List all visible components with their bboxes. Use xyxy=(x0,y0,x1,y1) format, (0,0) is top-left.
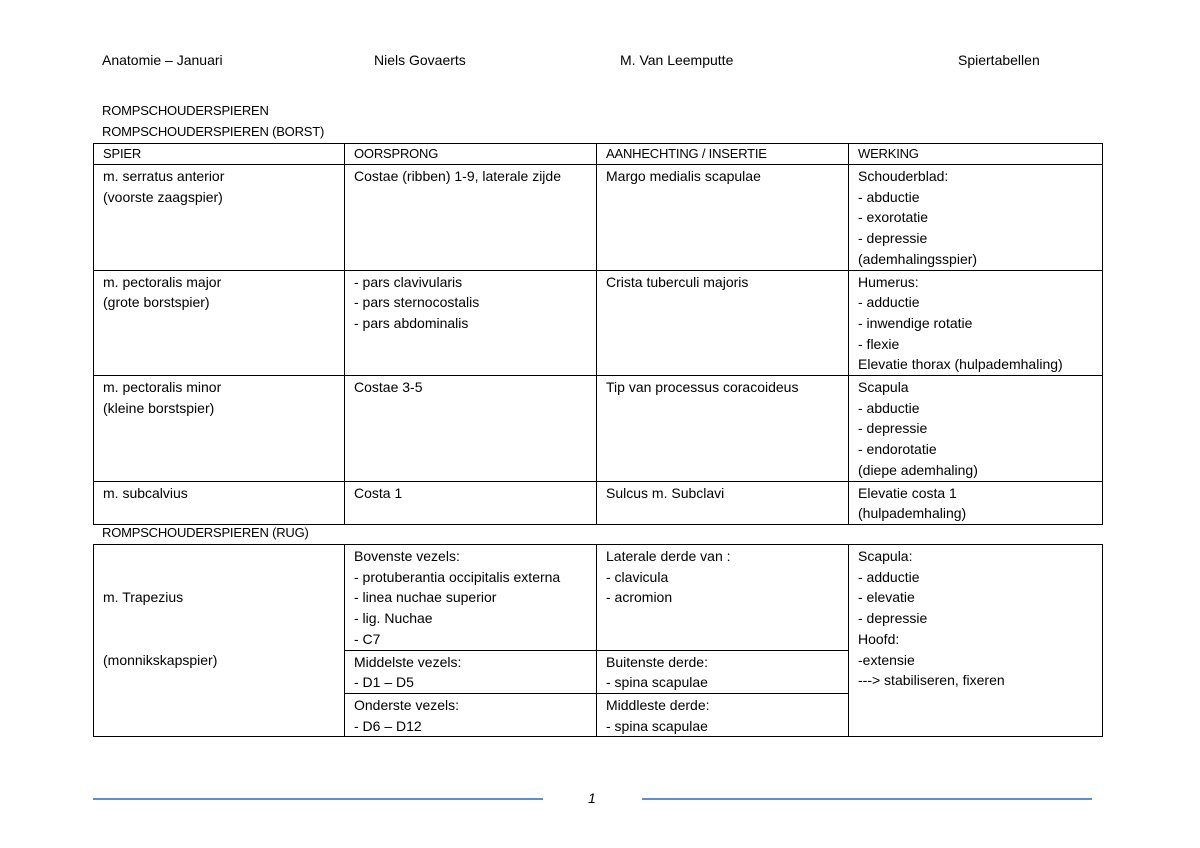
oorsprong-cell xyxy=(345,165,597,271)
cell-line: (voorste zaagspier) xyxy=(103,188,223,205)
cell-line: -extensie xyxy=(858,651,915,668)
werking-cell xyxy=(849,376,1103,482)
cell-line: - exorotatie xyxy=(858,209,929,226)
cell-line: - pars abdominalis xyxy=(354,314,469,331)
cell-line: - protuberantia occipitalis externa xyxy=(354,568,561,585)
cell-line: Margo medialis scapulae xyxy=(606,168,761,184)
table-row xyxy=(94,481,1103,524)
aanhechting-cell xyxy=(597,270,849,376)
aanhechting-cell xyxy=(597,165,849,271)
cell-line: m. serratus anterior xyxy=(103,168,225,184)
table-row xyxy=(94,270,1103,376)
aanhechting-cell xyxy=(597,481,849,524)
oorsprong-cell xyxy=(345,693,597,736)
werking-cell xyxy=(849,481,1103,524)
rug-section-title: ROMPSCHOUDERSPIEREN (RUG) xyxy=(102,525,309,540)
borst-table xyxy=(93,143,1103,525)
section-title: ROMPSCHOUDERSPIEREN xyxy=(102,103,269,118)
rug-table xyxy=(93,544,1103,737)
cell-line: (hulpademhaling) xyxy=(858,505,967,522)
oorsprong-cell xyxy=(345,270,597,376)
column-header: WERKING xyxy=(849,144,1103,165)
cell-line: - adductie xyxy=(858,294,920,311)
table-row xyxy=(94,545,1103,651)
cell-line: - pars sternocostalis xyxy=(354,294,480,311)
spier-cell xyxy=(94,481,345,524)
header-course: Anatomie – Januari xyxy=(102,52,223,68)
cell-line: - spina scapulae xyxy=(606,674,708,691)
table-row xyxy=(94,165,1103,271)
cell-line: Bovenste vezels: xyxy=(354,548,460,564)
borst-section-title: ROMPSCHOUDERSPIEREN (BORST) xyxy=(102,124,325,139)
cell-line: Crista tuberculi majoris xyxy=(606,273,749,290)
cell-line: - elevatie xyxy=(858,589,915,606)
aanhechting-cell xyxy=(597,545,849,651)
cell-line: - lig. Nuchae xyxy=(354,610,433,627)
header-teacher: M. Van Leemputte xyxy=(620,52,734,68)
cell-line: - pars clavivularis xyxy=(354,273,463,290)
cell-line: - endorotatie xyxy=(858,441,937,458)
column-header: AANHECHTING / INSERTIE xyxy=(597,144,849,165)
cell-line: Elevatie thorax (hulpademhaling) xyxy=(858,356,1063,373)
oorsprong-cell xyxy=(345,545,597,651)
spier-cell xyxy=(94,545,345,737)
oorsprong-cell xyxy=(345,650,597,693)
cell-line: Laterale derde van : xyxy=(606,548,731,564)
borst-header-row xyxy=(94,144,1103,165)
cell-line: Buitenste derde: xyxy=(606,653,708,670)
cell-line: - depressie xyxy=(858,420,928,437)
cell-line: (kleine borstspier) xyxy=(103,399,215,416)
werking-cell xyxy=(849,545,1103,737)
cell-line: (grote borstspier) xyxy=(103,294,210,311)
aanhechting-cell xyxy=(597,376,849,482)
cell-line: Middleste derde: xyxy=(606,696,710,713)
table-row xyxy=(94,376,1103,482)
column-header: OORSPRONG xyxy=(345,144,597,165)
cell-line: Elevatie costa 1 xyxy=(858,484,957,501)
cell-line: m. pectoralis minor xyxy=(103,379,222,396)
aanhechting-cell xyxy=(597,650,849,693)
cell-line: - depressie xyxy=(858,610,928,627)
cell-line: ---> stabiliseren, fixeren xyxy=(858,672,1005,689)
cell-line: Costa 1 xyxy=(354,484,403,501)
cell-line: - inwendige rotatie xyxy=(858,314,973,331)
spier-cell xyxy=(94,270,345,376)
cell-line: Tip van processus coracoideus xyxy=(606,379,799,396)
cell-line: Middelste vezels: xyxy=(354,653,462,670)
cell-line: m. Trapezius xyxy=(103,589,184,606)
cell-line: - depressie xyxy=(858,230,928,247)
cell-line: m. pectoralis major xyxy=(103,273,222,290)
cell-line: Onderste vezels: xyxy=(354,696,460,713)
cell-line: - flexie xyxy=(858,335,900,352)
cell-line: (diepe ademhaling) xyxy=(858,461,978,478)
cell-line: - spina scapulae xyxy=(606,717,708,734)
oorsprong-cell xyxy=(345,376,597,482)
cell-line: - linea nuchae superior xyxy=(354,589,497,606)
cell-line: Schouderblad: xyxy=(858,168,949,184)
page-number: 1 xyxy=(588,790,596,806)
cell-line: - abductie xyxy=(858,188,920,205)
cell-line: Sulcus m. Subclavi xyxy=(606,484,725,501)
werking-cell xyxy=(849,270,1103,376)
cell-line: - abductie xyxy=(858,399,920,416)
header-subject: Spiertabellen xyxy=(958,52,1040,68)
spier-cell xyxy=(94,376,345,482)
oorsprong-cell xyxy=(345,481,597,524)
cell-line: - acromion xyxy=(606,589,673,606)
column-header: SPIER xyxy=(94,144,345,165)
cell-line: Scapula xyxy=(858,379,909,396)
cell-line: - adductie xyxy=(858,568,920,585)
cell-line: Humerus: xyxy=(858,273,919,290)
cell-line: - C7 xyxy=(354,630,381,647)
footer-rule-right xyxy=(642,798,1092,800)
cell-line: (monnikskapspier) xyxy=(103,651,218,668)
header-author: Niels Govaerts xyxy=(374,52,466,68)
cell-line: (ademhalingsspier) xyxy=(858,250,978,267)
cell-line: Costae 3-5 xyxy=(354,379,423,396)
cell-line: Costae (ribben) 1-9, laterale zijde xyxy=(354,168,561,184)
cell-line: - D1 – D5 xyxy=(354,674,414,691)
footer-rule-left xyxy=(93,798,543,800)
cell-line: Scapula: xyxy=(858,548,913,564)
cell-line: Hoofd: xyxy=(858,630,900,647)
cell-line: - D6 – D12 xyxy=(354,717,422,734)
aanhechting-cell xyxy=(597,693,849,736)
werking-cell xyxy=(849,165,1103,271)
spier-cell xyxy=(94,165,345,271)
cell-line: m. subcalvius xyxy=(103,484,188,501)
cell-line: - clavicula xyxy=(606,568,669,585)
